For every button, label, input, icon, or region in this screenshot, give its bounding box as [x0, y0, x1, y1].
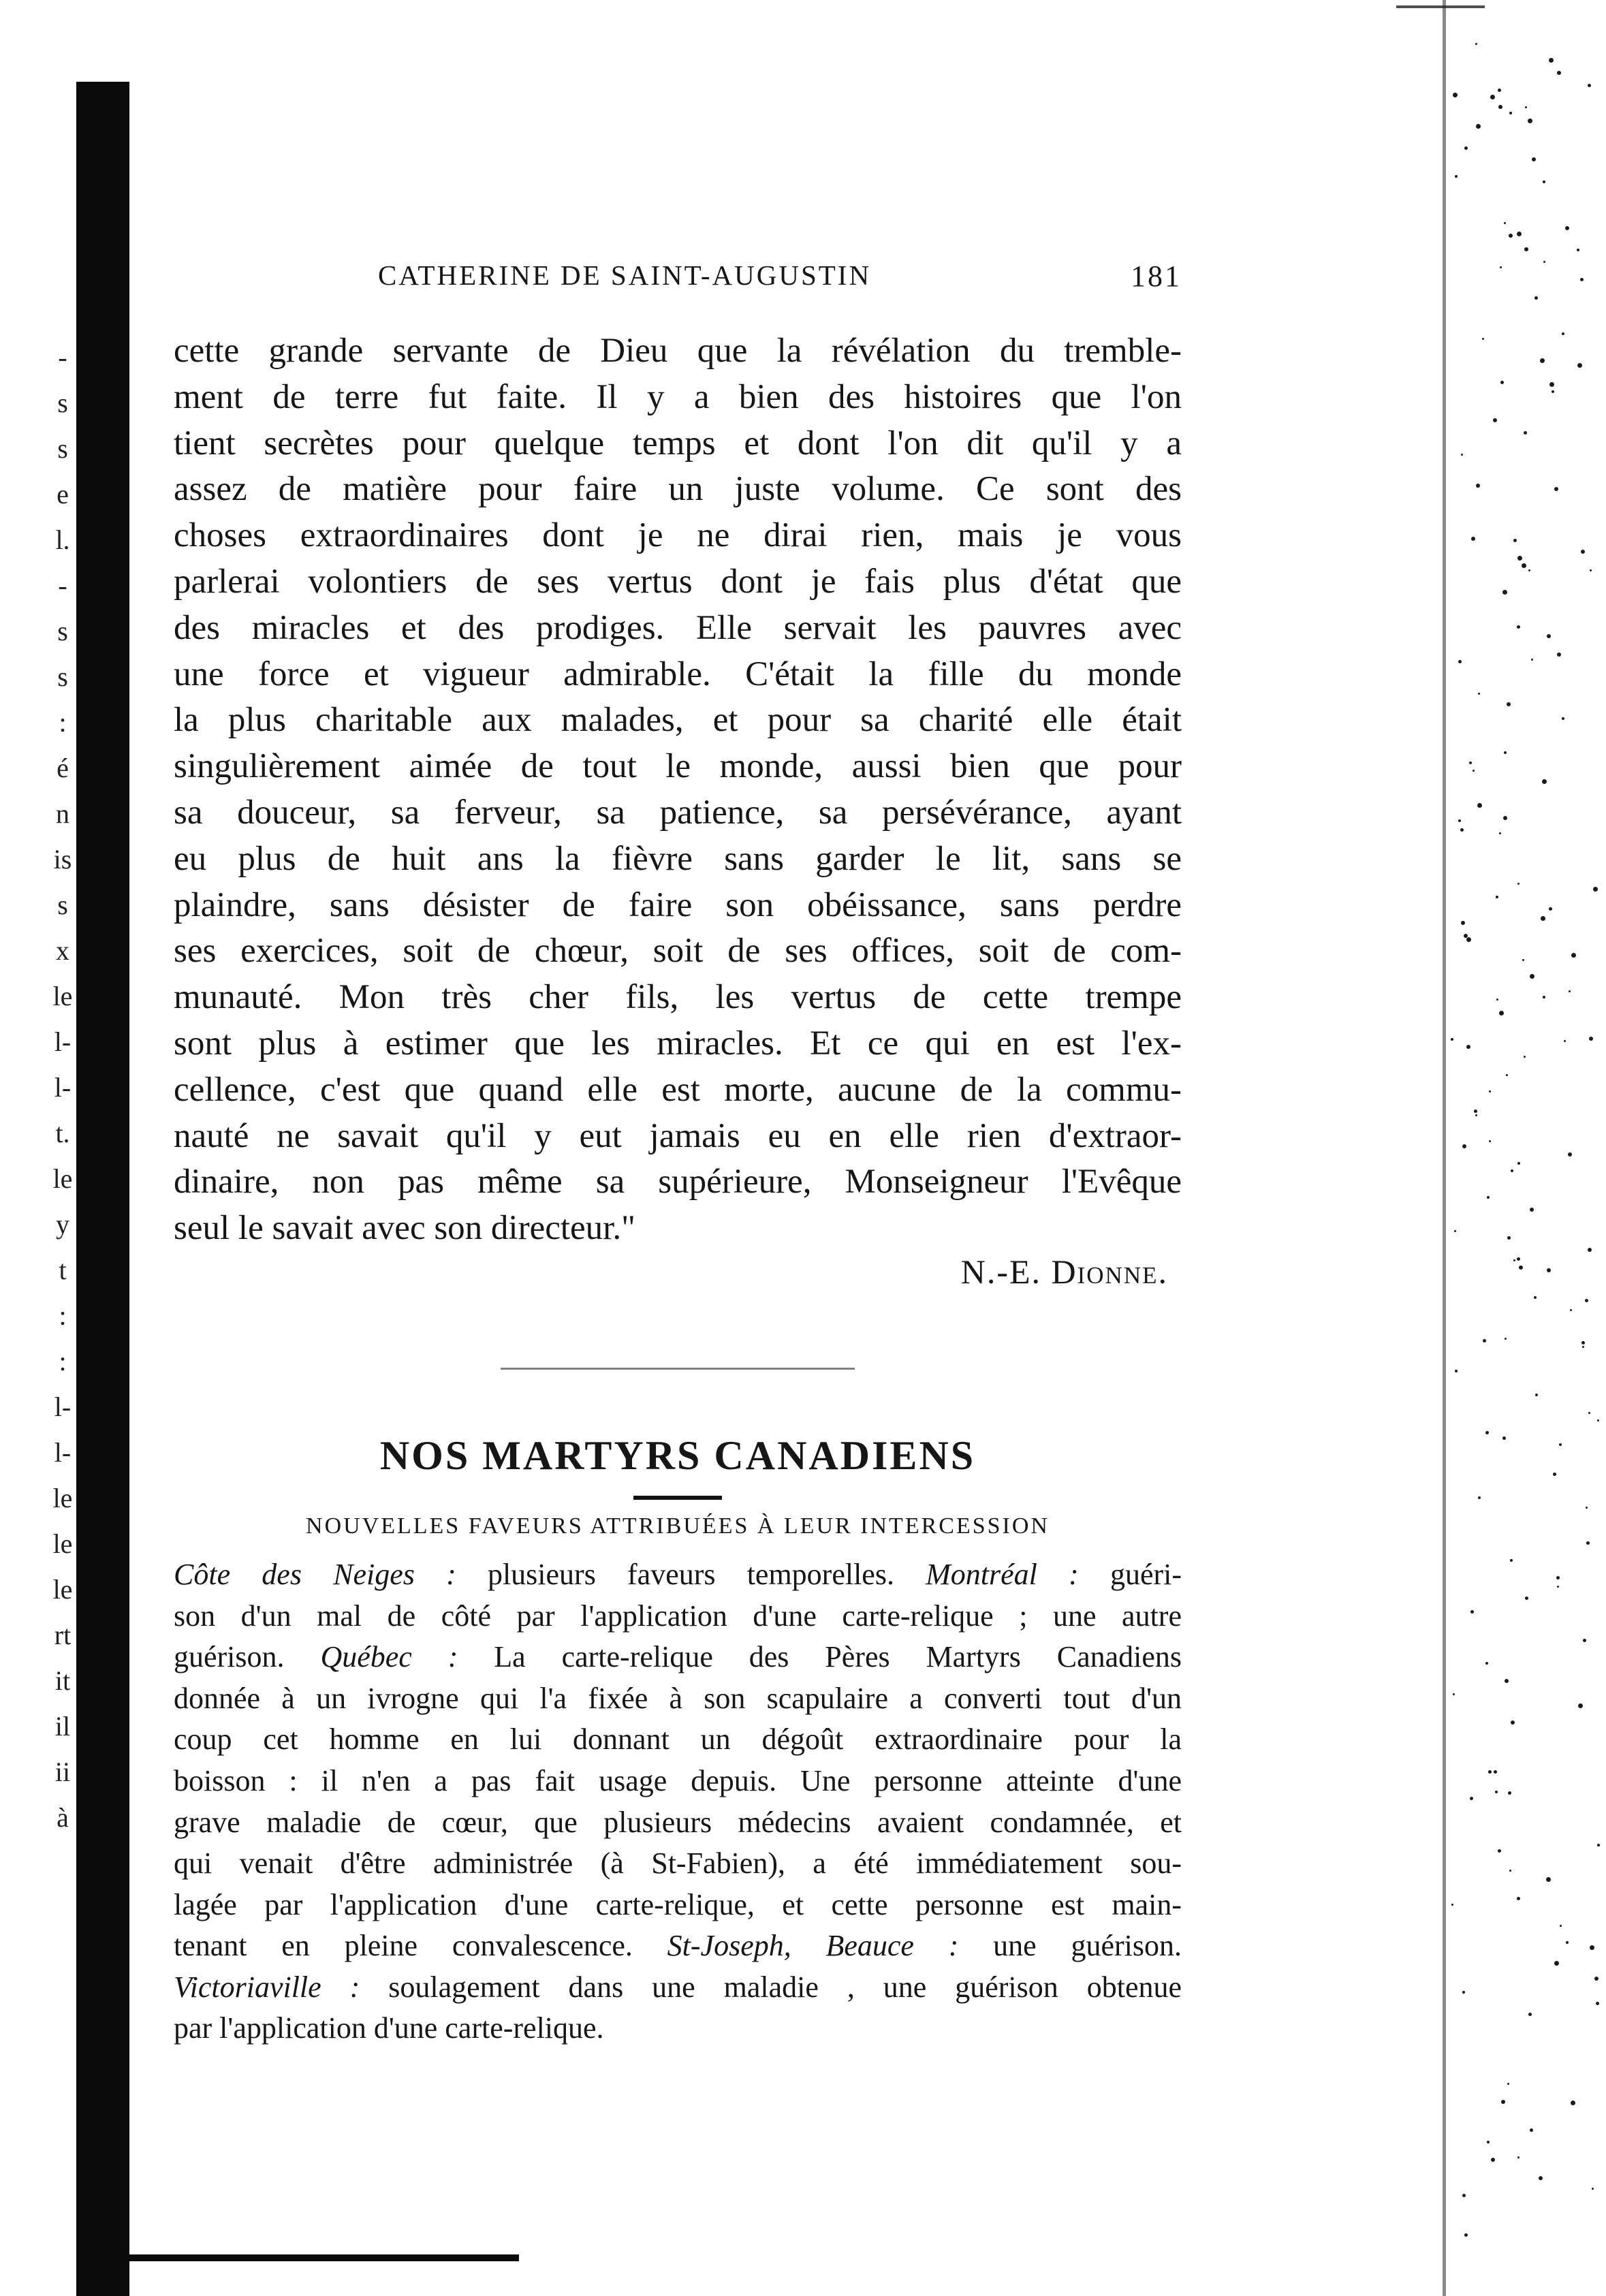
speck	[1588, 84, 1591, 87]
speck	[1549, 382, 1554, 387]
speck	[1559, 1443, 1562, 1446]
bleed-glyph: s	[57, 616, 68, 646]
speck	[1530, 974, 1534, 979]
speck	[1528, 569, 1530, 571]
section-line	[174, 1596, 1182, 1637]
speck	[1531, 659, 1533, 661]
speck	[1482, 338, 1484, 340]
speck	[1517, 1897, 1520, 1900]
speck	[1530, 1208, 1534, 1212]
speck	[1503, 816, 1507, 820]
place-name: Montréal :	[926, 1557, 1079, 1591]
body-line: seul le savait avec son directeur."	[174, 1209, 635, 1248]
bleed-glyph: le	[52, 1163, 73, 1194]
body-line: choses extraordinaires dont je ne dirai rien, mais je vous	[174, 516, 1182, 555]
speck	[1498, 89, 1501, 92]
speck	[1528, 119, 1532, 123]
place-name: Victoriaville :	[174, 1970, 360, 2004]
speck	[1453, 1693, 1455, 1695]
text-run: soulagement dans une maladie , une guérison obtenue	[360, 1970, 1182, 2004]
speck	[1470, 1610, 1474, 1614]
speck	[1566, 1941, 1569, 1944]
bleed-glyph: t.	[55, 1118, 70, 1148]
speck	[1554, 1961, 1559, 1966]
section-line	[174, 1885, 1182, 1926]
speck	[1525, 106, 1527, 108]
speck	[1476, 124, 1481, 129]
speck	[1489, 1140, 1491, 1142]
speck	[1517, 2156, 1520, 2158]
speck	[1499, 832, 1501, 834]
bleed-glyph: le	[52, 1528, 73, 1559]
speck	[1578, 1703, 1583, 1708]
speck	[1485, 1662, 1488, 1665]
page-edge-top	[1396, 5, 1485, 8]
speck	[1524, 431, 1527, 435]
speck	[1522, 563, 1526, 568]
speck	[1500, 266, 1502, 268]
speck	[1594, 1977, 1599, 1981]
speck	[1464, 2233, 1468, 2237]
bleed-glyph: -	[58, 342, 67, 373]
body-line: sa douceur, sa ferveur, sa patience, sa persévérance, ayant	[174, 793, 1182, 832]
body-line: sont plus à estimer que les miracles. Et ce qui en est l'ex-	[174, 1024, 1182, 1063]
bleed-glyph: :	[59, 1346, 67, 1377]
speck	[1589, 1037, 1593, 1041]
place-name: St-Joseph, Beauce :	[667, 1929, 959, 1963]
bleed-glyph: s	[57, 890, 68, 920]
speck	[1451, 1904, 1453, 1906]
speck	[1477, 803, 1482, 808]
speck	[1517, 232, 1522, 236]
bleed-glyph: l.	[55, 524, 70, 555]
bleed-glyph: l-	[54, 1072, 72, 1103]
text-run: par l'application d'une carte-relique.	[174, 2011, 604, 2045]
body-line: singulièrement aimée de tout le monde, aussi bien que pour	[174, 747, 1182, 786]
speck	[1499, 1011, 1504, 1016]
bleed-glyph: s	[57, 433, 68, 464]
section-line	[174, 1554, 1182, 1596]
bleed-glyph: l-	[54, 1026, 72, 1057]
speck	[1507, 2083, 1509, 2085]
speck	[1493, 418, 1497, 422]
speck	[1478, 693, 1480, 695]
speck	[1552, 390, 1554, 393]
speck	[1517, 883, 1520, 885]
speck	[1511, 1720, 1515, 1725]
bleed-glyph: à	[57, 1802, 69, 1833]
page-edge	[1443, 0, 1446, 2296]
text-run: plusieurs faveurs temporelles.	[456, 1557, 926, 1591]
speck	[1554, 487, 1558, 491]
speck	[1506, 1074, 1508, 1076]
section-line	[174, 1637, 1182, 1678]
bleed-glyph: y	[56, 1209, 69, 1240]
speck	[1498, 1849, 1501, 1853]
speck	[1532, 157, 1536, 161]
speck	[1469, 761, 1472, 764]
bleed-glyph: :	[59, 707, 67, 738]
speck	[1462, 2194, 1466, 2197]
speck	[1462, 1991, 1465, 1994]
speck	[1504, 751, 1507, 754]
speck	[1583, 1639, 1586, 1642]
speck	[1509, 234, 1513, 238]
section-subtitle: NOUVELLES FAVEURS ATTRIBUÉES À LEUR INTERCESSION	[306, 1513, 1050, 1539]
speck	[1571, 2101, 1575, 2105]
speck	[1597, 1419, 1599, 1421]
body-line: cellence, c'est que quand elle est morte, aucune de la commu-	[174, 1070, 1182, 1109]
section-line	[174, 2008, 1182, 2049]
speck	[1569, 990, 1571, 992]
speck	[1543, 261, 1545, 263]
speck	[1455, 1370, 1458, 1372]
speck	[1513, 1259, 1515, 1261]
bleed-glyph: le	[52, 981, 73, 1011]
bleed-glyph: s	[57, 388, 68, 418]
speck	[1557, 652, 1561, 657]
speck	[1577, 249, 1579, 251]
signature: N.-E. Dionne.	[960, 1252, 1168, 1291]
bleed-glyph: t	[59, 1255, 67, 1285]
speck	[1556, 1576, 1560, 1579]
book-page	[174, 259, 1182, 2049]
bleed-glyph: e	[57, 479, 69, 509]
speck	[1549, 907, 1552, 911]
text-run: une guérison.	[958, 1929, 1182, 1963]
place-name: Côte des Neiges :	[174, 1557, 456, 1591]
section-divider	[501, 1368, 855, 1370]
body-text	[174, 328, 1182, 1252]
bleed-glyph: é	[57, 753, 69, 783]
bleed-glyph: l-	[54, 1391, 72, 1422]
bleed-glyph: il	[54, 1711, 71, 1742]
text-run: qui venait d'être administrée (à St-Fabien), a été immédiatement sou-	[174, 1846, 1182, 1881]
body-line: cette grande servante de Dieu que la révélation du tremble-	[174, 332, 1182, 370]
body-line: dinaire, non pas même sa supérieure, Monseigneur l'Evêque	[174, 1163, 1182, 1201]
body-line: ses exercices, soit de chœur, soit de ses offices, soit de com-	[174, 932, 1182, 971]
speck	[1458, 819, 1461, 822]
speck	[1588, 1412, 1590, 1414]
speck	[1586, 1541, 1590, 1545]
speck	[1507, 1236, 1511, 1240]
speck	[1461, 921, 1465, 925]
body-line: tient secrètes pour quelque temps et dont l'on dit qu'il y a	[174, 424, 1182, 462]
speck	[1586, 1507, 1588, 1509]
speck	[1528, 2013, 1532, 2016]
speck	[1475, 1114, 1477, 1116]
speck	[1564, 1040, 1566, 1042]
speck	[1464, 146, 1468, 150]
speck	[1585, 1299, 1588, 1302]
speck	[1546, 1877, 1551, 1882]
speck	[1522, 959, 1524, 961]
speck	[1513, 539, 1517, 542]
speck	[1543, 180, 1545, 183]
body-line: la plus charitable aux malades, et pour sa charité elle était	[174, 701, 1182, 740]
body-line: assez de matière pour faire un juste volume. Ce sont des	[174, 470, 1182, 509]
speck	[1568, 1152, 1572, 1157]
speck	[1500, 381, 1504, 384]
text-run: son d'un mal de côté par l'application d'une carte-relique ; une autre	[174, 1599, 1182, 1633]
speck	[1597, 1844, 1600, 1846]
speck	[1530, 2128, 1533, 2132]
speck	[1488, 1770, 1492, 1774]
text-run: tenant en pleine convalescence.	[174, 1929, 667, 1963]
speck	[1517, 1257, 1520, 1261]
speck	[1510, 1559, 1513, 1562]
bleed-glyph: n	[56, 798, 69, 829]
body-line: plaindre, sans désister de faire son obéissance, sans perdre	[174, 885, 1182, 924]
speck	[1458, 660, 1462, 663]
bleed-glyph: rt	[54, 1620, 72, 1650]
bleed-glyph: l-	[54, 1437, 72, 1468]
speck	[1525, 1597, 1528, 1600]
speck	[1466, 937, 1471, 942]
speck	[1487, 2141, 1490, 2143]
bleed-glyph: s	[57, 661, 68, 692]
speck	[1565, 226, 1569, 230]
text-run: donnée à un ivrogne qui l'a fixée à son scapulaire a converti tout d'un	[174, 1681, 1182, 1715]
speck	[1592, 2188, 1594, 2190]
bleed-glyph: is	[53, 844, 72, 875]
speck	[1498, 105, 1502, 109]
section-line	[174, 1925, 1182, 1967]
speck	[1487, 1196, 1490, 1199]
text-run: guéri-	[1078, 1557, 1182, 1591]
speck	[1570, 1309, 1572, 1311]
speck	[1577, 363, 1582, 368]
speck	[1509, 1870, 1511, 1872]
bleed-glyph: le	[52, 1483, 73, 1513]
speck	[1504, 222, 1506, 224]
speck	[1474, 1110, 1477, 1113]
speck	[1519, 1265, 1523, 1270]
speck	[1543, 996, 1545, 998]
speck	[1478, 1496, 1481, 1499]
speck	[1547, 634, 1551, 638]
text-run: grave maladie de cœur, que plusieurs médecins avaient condamnée, et	[174, 1805, 1182, 1839]
section-line	[174, 1761, 1182, 1802]
bleed-glyph: le	[52, 1574, 73, 1605]
text-run: coup cet homme en lui donnant un dégoût extraordinaire pour la	[174, 1723, 1182, 1757]
section-line	[174, 1843, 1182, 1885]
speck	[1490, 95, 1495, 99]
bleed-glyph: :	[59, 1300, 67, 1331]
speck	[1590, 569, 1592, 571]
body-line: des miracles et des prodiges. Elle servait les pauvres avec	[174, 608, 1182, 647]
body-line: nauté ne savait qu'il y eut jamais eu en elle rien d'extraor-	[174, 1116, 1182, 1155]
speck	[1496, 998, 1498, 1001]
speck	[1454, 1230, 1456, 1232]
bleed-glyph: -	[58, 570, 67, 601]
section-line	[174, 1678, 1182, 1720]
speck	[1582, 1346, 1584, 1348]
speck	[1557, 1586, 1559, 1588]
speck	[1553, 1473, 1556, 1476]
speck	[1501, 2100, 1505, 2104]
speck	[1571, 953, 1576, 958]
speck	[1562, 332, 1564, 335]
text-run: La carte-relique des Pères Martyrs Canadiens	[458, 1640, 1182, 1674]
speck	[1590, 1945, 1594, 1950]
speck	[1509, 112, 1512, 114]
speck	[1524, 1056, 1526, 1058]
section-line	[174, 1967, 1182, 2009]
section-title: NOS MARTYRS CANADIENS	[379, 1432, 976, 1478]
speck	[1462, 1144, 1466, 1148]
body-line: munauté. Mon très cher fils, les vertus de cette trempe	[174, 978, 1182, 1017]
speck	[1596, 2002, 1599, 2005]
speck	[1581, 550, 1585, 554]
speck	[1524, 247, 1528, 251]
speck	[1562, 717, 1564, 720]
body-line: eu plus de huit ans la fièvre sans garder le lit, sans se	[174, 839, 1182, 878]
speck	[1540, 358, 1545, 363]
speck	[1581, 1341, 1585, 1344]
speck	[1588, 1248, 1592, 1252]
speck	[1473, 770, 1475, 772]
binding-shadow	[76, 82, 129, 2296]
speck	[1507, 702, 1511, 706]
speck	[1508, 1791, 1511, 1795]
binding-shadow-foot	[76, 2254, 519, 2261]
speck	[1534, 1296, 1537, 1299]
speck	[1475, 43, 1477, 45]
speck	[1580, 278, 1584, 281]
section-line	[174, 1802, 1182, 1844]
text-run: boisson : il n'en a pas fait usage depuis. Une personne atteinte d'une	[174, 1763, 1182, 1797]
speck	[1460, 828, 1464, 832]
speck	[1485, 1431, 1489, 1434]
section-line	[174, 1719, 1182, 1761]
speck	[1489, 1090, 1491, 1092]
speck	[1470, 1797, 1473, 1800]
speck	[1471, 537, 1475, 541]
speck	[1505, 1338, 1507, 1340]
speck	[1534, 296, 1538, 300]
speck	[1466, 1045, 1470, 1049]
speck	[1511, 1169, 1513, 1172]
speck	[1505, 1679, 1509, 1683]
page-number: 181	[1131, 260, 1182, 293]
running-head-title: CATHERINE DE SAINT-AUGUSTIN	[378, 260, 872, 291]
speck	[1535, 1394, 1538, 1396]
speck	[1541, 916, 1545, 921]
body-line: une force et vigueur admirable. C'était la fille du monde	[174, 655, 1182, 693]
speck	[1483, 1339, 1486, 1342]
bleed-glyph: x	[56, 935, 69, 966]
speck	[1495, 1791, 1498, 1793]
speck	[1502, 590, 1507, 595]
speck	[1451, 1038, 1453, 1041]
text-run: guérison.	[174, 1640, 321, 1674]
speck	[1476, 484, 1480, 488]
title-underline	[633, 1496, 722, 1500]
bleed-glyph: it	[54, 1665, 71, 1696]
speck	[1547, 1268, 1551, 1272]
speck	[1549, 58, 1554, 63]
speck	[1557, 71, 1561, 75]
body-line: ment de terre fut faite. Il y a bien des histoires que l'on	[174, 377, 1182, 416]
speck	[1455, 175, 1458, 178]
speck	[1502, 1436, 1506, 1440]
speck	[1517, 1162, 1520, 1165]
speck	[1542, 779, 1547, 784]
speck	[1560, 1925, 1562, 1927]
speck	[1494, 1770, 1497, 1774]
place-name: Québec :	[320, 1640, 458, 1674]
speck	[1517, 556, 1522, 561]
speck	[1453, 93, 1458, 97]
speck	[1496, 896, 1498, 898]
text-run: lagée par l'application d'une carte-relique, et cette personne est main-	[174, 1887, 1182, 1921]
speck	[1517, 625, 1520, 629]
speck	[1593, 887, 1598, 892]
speck	[1539, 2176, 1543, 2180]
running-head	[174, 259, 1182, 300]
speck	[1491, 2158, 1495, 2162]
section-text	[174, 1554, 1182, 2049]
body-line: parlerai volontiers de ses vertus dont je fais plus d'état que	[174, 562, 1182, 601]
bleed-glyph: ii	[54, 1757, 71, 1787]
speck	[1461, 454, 1463, 456]
